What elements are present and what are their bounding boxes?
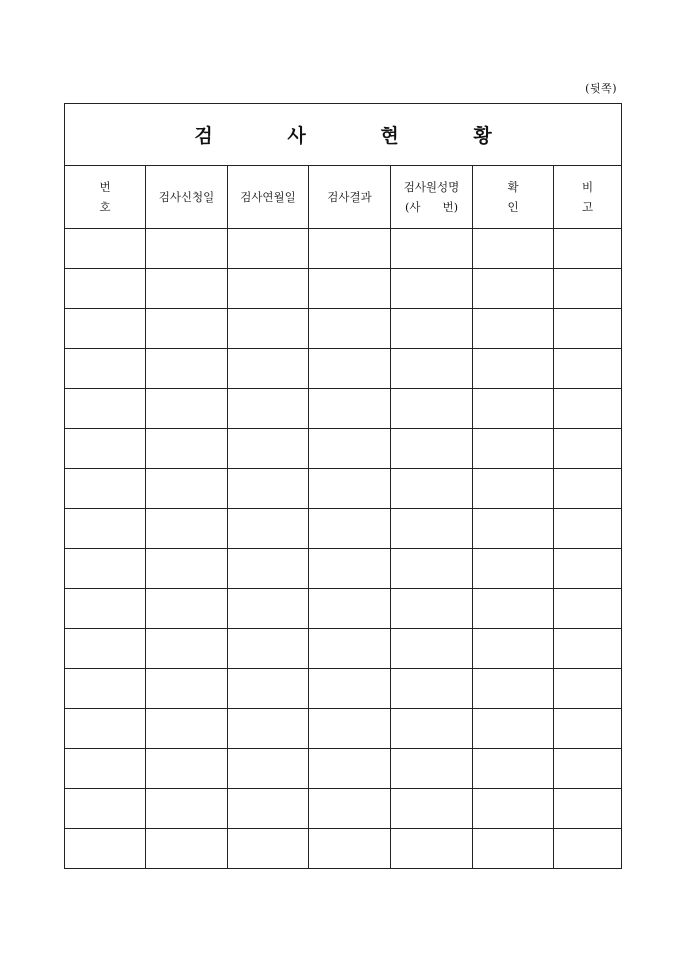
- table-cell[interactable]: [309, 229, 391, 269]
- table-cell[interactable]: [554, 709, 622, 749]
- table-cell[interactable]: [65, 469, 146, 509]
- table-row: [65, 709, 622, 749]
- header-inspector-id: (사 번): [404, 200, 459, 214]
- table-cell[interactable]: [146, 829, 228, 869]
- table-cell[interactable]: [228, 229, 309, 269]
- table-cell[interactable]: [473, 629, 554, 669]
- header-remarks: 비 고: [554, 166, 622, 229]
- table-cell[interactable]: [473, 229, 554, 269]
- table-cell[interactable]: [146, 629, 228, 669]
- table-row: [65, 669, 622, 709]
- table-cell[interactable]: [391, 229, 473, 269]
- table-cell[interactable]: [554, 229, 622, 269]
- table-cell[interactable]: [554, 269, 622, 309]
- table-cell[interactable]: [309, 389, 391, 429]
- table-cell[interactable]: [391, 709, 473, 749]
- table-cell[interactable]: [146, 269, 228, 309]
- table-cell[interactable]: [228, 429, 309, 469]
- table-cell[interactable]: [473, 669, 554, 709]
- table-cell[interactable]: [554, 789, 622, 829]
- table-cell[interactable]: [146, 749, 228, 789]
- column-header-row: [65, 166, 622, 229]
- table-cell[interactable]: [473, 549, 554, 589]
- table-cell[interactable]: [309, 829, 391, 869]
- page-side-note: (뒷쪽): [585, 82, 617, 95]
- table-cell[interactable]: [473, 389, 554, 429]
- table-row: [65, 629, 622, 669]
- table-row: [65, 549, 622, 589]
- table-row: [65, 389, 622, 429]
- table-cell[interactable]: [391, 549, 473, 589]
- table-cell[interactable]: [309, 749, 391, 789]
- table-row: [65, 269, 622, 309]
- table-cell[interactable]: [65, 309, 146, 349]
- table-cell[interactable]: [309, 269, 391, 309]
- table-cell[interactable]: [309, 669, 391, 709]
- table-row: [65, 829, 622, 869]
- table-cell[interactable]: [391, 749, 473, 789]
- table-cell[interactable]: [309, 589, 391, 629]
- table-cell[interactable]: [228, 269, 309, 309]
- table-cell[interactable]: [473, 469, 554, 509]
- table-row: [65, 349, 622, 389]
- header-inspection-date: 검사연월일: [228, 166, 309, 229]
- table-cell[interactable]: [391, 469, 473, 509]
- table-cell[interactable]: [65, 589, 146, 629]
- table-cell[interactable]: [309, 549, 391, 589]
- table-cell[interactable]: [473, 829, 554, 869]
- table-cell[interactable]: [146, 549, 228, 589]
- table-cell[interactable]: [65, 229, 146, 269]
- table-cell[interactable]: [309, 429, 391, 469]
- table-cell[interactable]: [228, 629, 309, 669]
- table-row: [65, 309, 622, 349]
- table-cell[interactable]: [228, 669, 309, 709]
- table-cell[interactable]: [473, 509, 554, 549]
- table-cell[interactable]: [554, 389, 622, 429]
- table-row: [65, 229, 622, 269]
- table-cell[interactable]: [228, 309, 309, 349]
- table-cell[interactable]: [146, 709, 228, 749]
- table-cell[interactable]: [146, 429, 228, 469]
- table-cell[interactable]: [309, 789, 391, 829]
- table-cell[interactable]: [554, 669, 622, 709]
- table-row: [65, 789, 622, 829]
- table-row: [65, 589, 622, 629]
- table-cell[interactable]: [146, 789, 228, 829]
- header-inspector-name: 검사원성명: [403, 180, 460, 194]
- table-cell[interactable]: [473, 789, 554, 829]
- table-cell[interactable]: [146, 309, 228, 349]
- table-cell[interactable]: [473, 349, 554, 389]
- table-cell[interactable]: [146, 389, 228, 429]
- table-cell[interactable]: [228, 389, 309, 429]
- table-cell[interactable]: [65, 349, 146, 389]
- table-cell[interactable]: [228, 469, 309, 509]
- table-cell[interactable]: [146, 229, 228, 269]
- table-cell[interactable]: [65, 269, 146, 309]
- table-cell[interactable]: [65, 829, 146, 869]
- table-cell[interactable]: [146, 509, 228, 549]
- table-cell[interactable]: [391, 669, 473, 709]
- table-cell[interactable]: [473, 429, 554, 469]
- header-number: 번 호: [65, 166, 146, 229]
- table-cell[interactable]: [65, 509, 146, 549]
- table-cell[interactable]: [391, 429, 473, 469]
- table-cell[interactable]: [146, 669, 228, 709]
- table-cell[interactable]: [391, 509, 473, 549]
- table-cell[interactable]: [554, 749, 622, 789]
- table-cell[interactable]: [65, 389, 146, 429]
- table-cell[interactable]: [391, 269, 473, 309]
- table-row: [65, 509, 622, 549]
- table-cell[interactable]: [228, 349, 309, 389]
- table-cell[interactable]: [554, 589, 622, 629]
- table-cell[interactable]: [65, 709, 146, 749]
- table-cell[interactable]: [309, 509, 391, 549]
- table-cell[interactable]: [228, 789, 309, 829]
- table-cell[interactable]: [309, 469, 391, 509]
- table-cell[interactable]: [309, 349, 391, 389]
- table-cell[interactable]: [391, 389, 473, 429]
- table-cell[interactable]: [228, 589, 309, 629]
- table-cell[interactable]: [228, 709, 309, 749]
- table-cell[interactable]: [309, 629, 391, 669]
- table-cell[interactable]: [228, 509, 309, 549]
- table-cell[interactable]: [473, 589, 554, 629]
- table-row: [65, 469, 622, 509]
- table-cell[interactable]: [65, 789, 146, 829]
- table-cell[interactable]: [554, 429, 622, 469]
- table-cell[interactable]: [473, 749, 554, 789]
- table-cell[interactable]: [554, 629, 622, 669]
- table-cell[interactable]: [228, 829, 309, 869]
- header-inspector: [391, 166, 473, 229]
- table-cell[interactable]: [554, 469, 622, 509]
- table-cell[interactable]: [554, 509, 622, 549]
- table-cell[interactable]: [65, 749, 146, 789]
- table-cell[interactable]: [391, 829, 473, 869]
- table-cell[interactable]: [309, 309, 391, 349]
- table-cell[interactable]: [473, 309, 554, 349]
- table-cell[interactable]: [228, 549, 309, 589]
- table-cell[interactable]: [309, 709, 391, 749]
- table-cell[interactable]: [146, 589, 228, 629]
- table-cell[interactable]: [554, 829, 622, 869]
- table-cell[interactable]: [391, 589, 473, 629]
- inspection-status-table: [64, 103, 622, 869]
- table-cell[interactable]: [391, 789, 473, 829]
- table-cell[interactable]: [65, 549, 146, 589]
- table-cell[interactable]: [65, 629, 146, 669]
- form-title: 검 사 현 황: [65, 104, 622, 166]
- table-cell[interactable]: [146, 469, 228, 509]
- header-confirm: 확 인: [473, 166, 554, 229]
- table-cell[interactable]: [65, 429, 146, 469]
- table-row: [65, 749, 622, 789]
- table-cell[interactable]: [554, 349, 622, 389]
- table-body: [65, 229, 622, 869]
- header-apply-date: 검사신청일: [146, 166, 228, 229]
- table-cell[interactable]: [554, 309, 622, 349]
- table-cell[interactable]: [391, 309, 473, 349]
- table-cell[interactable]: [146, 349, 228, 389]
- table-cell[interactable]: [554, 549, 622, 589]
- table-cell[interactable]: [473, 269, 554, 309]
- table-row: [65, 429, 622, 469]
- table-cell[interactable]: [228, 749, 309, 789]
- header-result: 검사결과: [309, 166, 391, 229]
- table-cell[interactable]: [391, 349, 473, 389]
- table-cell[interactable]: [65, 669, 146, 709]
- table-cell[interactable]: [473, 709, 554, 749]
- table-cell[interactable]: [391, 629, 473, 669]
